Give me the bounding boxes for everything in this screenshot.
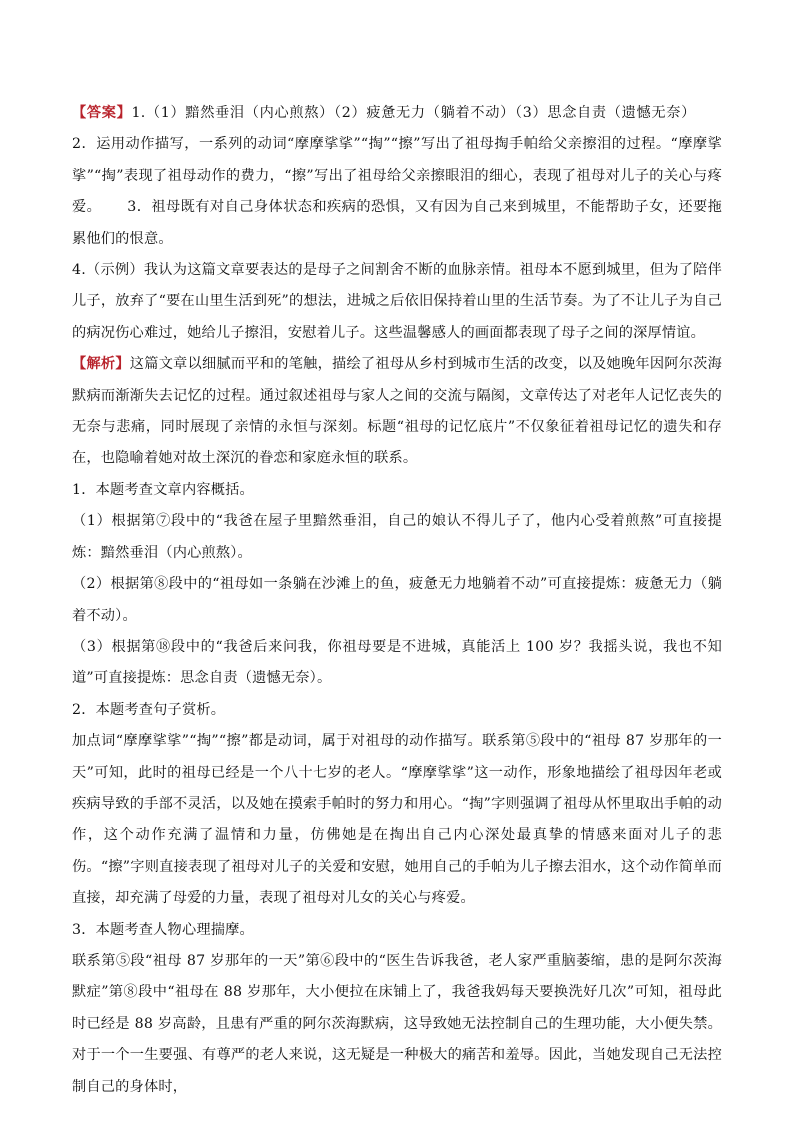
- analysis-text: 这篇文章以细腻而平和的笔触，描绘了祖母从乡村到城市生活的改变，以及她晚年因阿尔茨海默病而渐渐失去记忆的过程。通过叙述祖母与家人之间的交流与隔阂，文章传达了对老年人记忆丧失的无奈与悲痛，同时展现了亲情的永恒与深刻。标题“祖母的记忆底片”不仅象征着祖母记忆的遗失和存在，也隐喻着她对故土深沉的眷恋和家庭永恒的联系。: [72, 356, 723, 467]
- answer-item-1: 1.（1）黯然垂泪（内心煎熬）（2）疲惫无力（躺着不动）（3）思念自责（遗憾无奈）: [131, 105, 696, 121]
- q1-heading: 1．本题考查文章内容概括。: [72, 481, 254, 498]
- q2-body: 加点词“摩摩挲挲”“掏”“擦”都是动词，属于对祖母的动作描写。联系第⑤段中的“祖母 87 岁那年的一天”可知，此时的祖母已经是一个八十七岁的老人。“摩摩挲挲”这一动作，形象地描绘了祖母因年老或疾病导致的手部不灵活，以及她在摸索手帕时的努力和用心。“掏”字则强调了祖母从怀里取出手帕的动作，这个动作充满了温情和力量，仿佛她是在掏出自己内心深处最真挚的情感来面对儿子的悲伤。“擦”字则直接表现了祖母对儿子的关爱和安慰，她用自己的手帕为儿子擦去泪水，这个动作简单而直接，却充满了母爱的力量，表现了祖母对儿女的关心与疼爱。: [72, 733, 722, 907]
- q1-part-2: （2）根据第⑧段中的“祖母如一条躺在沙滩上的鱼，疲惫无力地躺着不动”可直接提炼：疲惫无力（躺着不动）。: [72, 576, 722, 624]
- answer-item-2: 2．运用动作描写，一系列的动词“摩摩挲挲”“掏”“擦”写出了祖母掏手帕给父亲擦泪的过程。“摩摩挲挲”“掏”表现了祖母动作的费力，“擦”写出了祖母给父亲擦眼泪的细心，表现了祖母对儿子的关心与疼爱。: [72, 136, 722, 216]
- answer-tag: 【答案】: [72, 105, 132, 121]
- q3-body: 联系第⑤段“祖母 87 岁那年的一天”第⑥段中的“医生告诉我爸，老人家严重脑萎缩，患的是阿尔茨海默症”第⑧段中“祖母在 88 岁那年，大小便拉在床铺上了，我爸我妈每天要换洗好几次”可知，祖母此时已经是 88 岁高龄，且患有严重的阿尔茨海默病，这导致她无法控制自己的生理功能，大小便失禁。对于一个一生要强、有尊严的老人来说，这无疑是一种极大的痛苦和羞辱。因此，当她发现自己无法控制自己的身体时，: [72, 952, 722, 1095]
- analysis-tag: 【解析】: [72, 356, 130, 373]
- analysis-paragraph: [72, 349, 722, 475]
- answer-item-4: 4.（示例）我认为这篇文章要表达的是母子之间割舍不断的血脉亲情。祖母本不愿到城里，但为了陪伴儿子，放弃了“要在山里生活到死”的想法，进城之后依旧保持着山里的生活节奏。为了不让儿子为自己的病况伤心难过，她给儿子擦泪，安慰着儿子。这些温馨感人的画面都表现了母子之间的深厚情谊。: [72, 262, 722, 341]
- q1-part-1: （1）根据第⑦段中的“我爸在屋子里黯然垂泪，自己的娘认不得儿子了，他内心受着煎熬”可直接提炼：黯然垂泪（内心煎熬）。: [72, 513, 722, 561]
- q2-heading: 2．本题考查句子赏析。: [72, 701, 226, 718]
- answer-analysis-content: [72, 98, 722, 1103]
- q3-heading: 3．本题考查人物心理揣摩。: [72, 921, 254, 938]
- answer-paragraph: [72, 98, 722, 255]
- answer-item-3: 3．祖母既有对自己身体状态和疾病的恐惧，又有因为自己来到城里，不能帮助子女，还要拖累他们的恨意。: [72, 199, 722, 247]
- q1-part-3: （3）根据第⑱段中的“我爸后来问我，你祖母要是不进城，真能活上 100 岁？我摇头说，我也不知道”可直接提炼：思念自责（遗憾无奈）。: [72, 638, 722, 687]
